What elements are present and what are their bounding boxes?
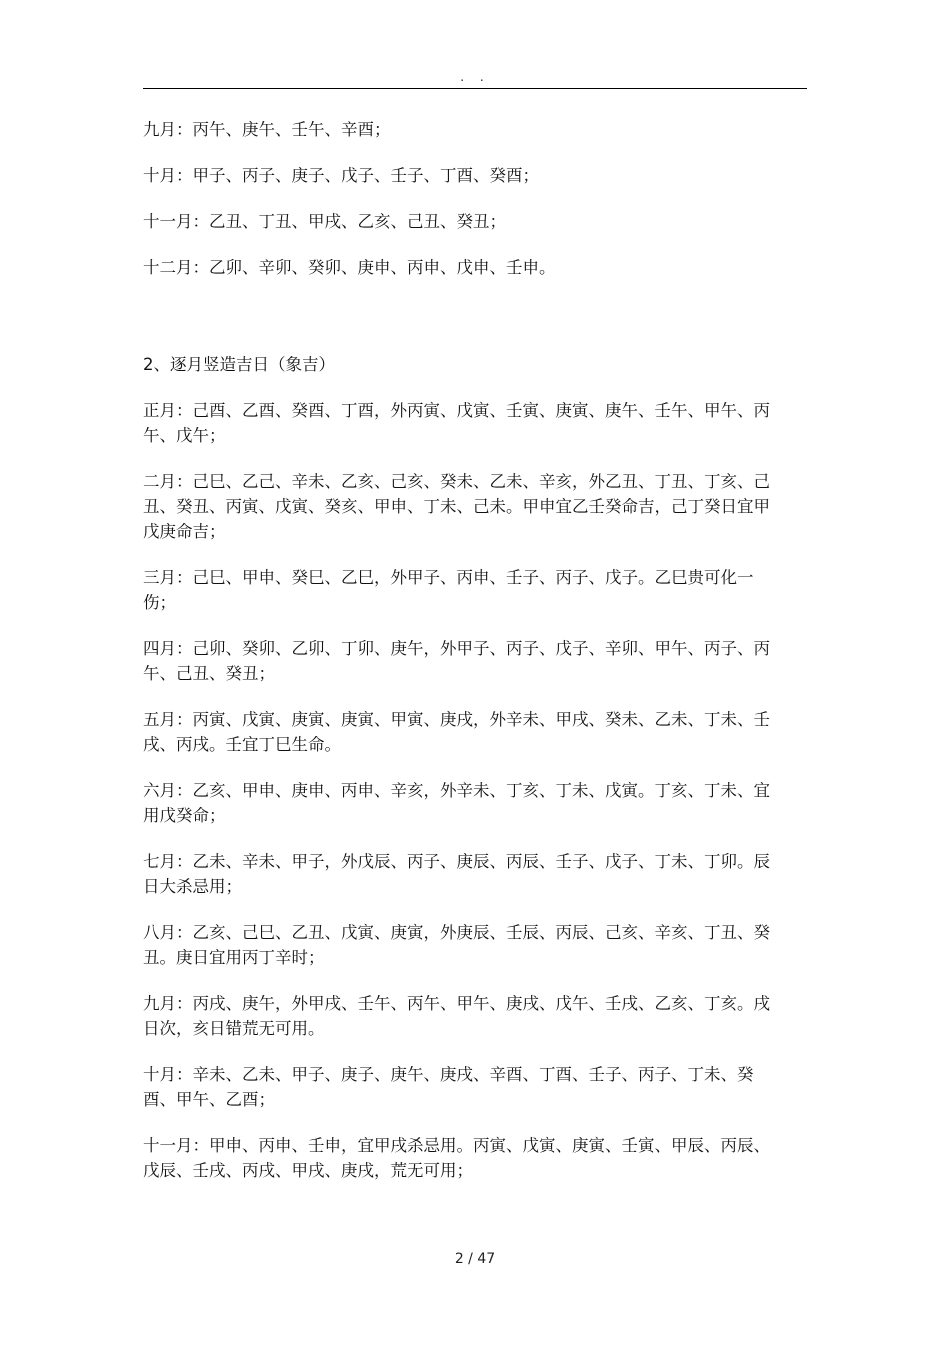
page-number: 2 / 47: [454, 1251, 496, 1267]
month-paragraph-5: 五月：丙寅、戊寅、庚寅、庚寅、甲寅、庚戌，外辛未、甲戌、癸未、乙未、丁未、壬戌、丙戌。壬宜丁巳生命。: [143, 710, 770, 754]
month-paragraph-1: 正月：己酉、乙酉、癸酉、丁酉，外丙寅、戊寅、壬寅、庚寅、庚午、壬午、甲午、丙午、戊午；: [143, 401, 770, 445]
header-rule: [143, 88, 807, 89]
month-paragraph-10: 十月：辛未、乙未、甲子、庚子、庚午、庚戌、辛酉、丁酉、壬子、丙子、丁未、癸酉、甲午、乙酉；: [143, 1065, 754, 1109]
section-heading: 2、逐月竖造吉日（象吉）: [143, 355, 335, 374]
month-paragraph-7: 七月：乙未、辛未、甲子，外戊辰、丙子、庚辰、丙辰、壬子、戊子、丁未、丁卯。辰日大杀忌用；: [143, 852, 770, 896]
month-paragraph-9: 九月：丙戌、庚午，外甲戌、壬午、丙午、甲午、庚戌、戊午、壬戌、乙亥、丁亥。戌日次，亥日错荒无可用。: [143, 994, 770, 1038]
line-eleventh-month: 十一月：乙丑、丁丑、甲戌、乙亥、己丑、癸丑；: [143, 212, 506, 231]
page-body: [143, 117, 783, 1183]
line-tenth-month: 十月：甲子、丙子、庚子、戊子、壬子、丁酉、癸酉；: [143, 166, 539, 185]
month-paragraph-3: 三月：己巳、甲申、癸巳、乙巳，外甲子、丙申、壬子、丙子、戊子。乙巳贵可化一伤；: [143, 568, 754, 612]
header-marks: . .: [460, 70, 490, 84]
line-ninth-month: 九月：丙午、庚午、壬午、辛酉；: [143, 120, 391, 139]
line-twelfth-month: 十二月：乙卯、辛卯、癸卯、庚申、丙申、戊申、壬申。: [143, 258, 556, 277]
month-paragraph-6: 六月：乙亥、甲申、庚申、丙申、辛亥，外辛未、丁亥、丁未、戊寅。丁亥、丁未、宜用戊癸命；: [143, 781, 770, 825]
month-paragraph-11: 十一月：甲申、丙申、壬申，宜甲戌杀忌用。丙寅、戊寅、庚寅、壬寅、甲辰、丙辰、戊辰、壬戌、丙戌、甲戌、庚戌，荒无可用；: [143, 1136, 770, 1180]
month-paragraph-2: 二月：己巳、乙己、辛未、乙亥、己亥、癸未、乙未、辛亥，外乙丑、丁丑、丁亥、己丑、癸丑、丙寅、戊寅、癸亥、甲申、丁未、己未。甲申宜乙壬癸命吉，己丁癸日宜甲戊庚命吉；: [143, 472, 770, 541]
month-paragraph-4: 四月：己卯、癸卯、乙卯、丁卯、庚午，外甲子、丙子、戊子、辛卯、甲午、丙子、丙午、己丑、癸丑；: [143, 639, 770, 683]
month-paragraph-8: 八月：乙亥、己巳、乙丑、戊寅、庚寅，外庚辰、壬辰、丙辰、己亥、辛亥、丁丑、癸丑。庚日宜用丙丁辛时；: [143, 923, 770, 967]
